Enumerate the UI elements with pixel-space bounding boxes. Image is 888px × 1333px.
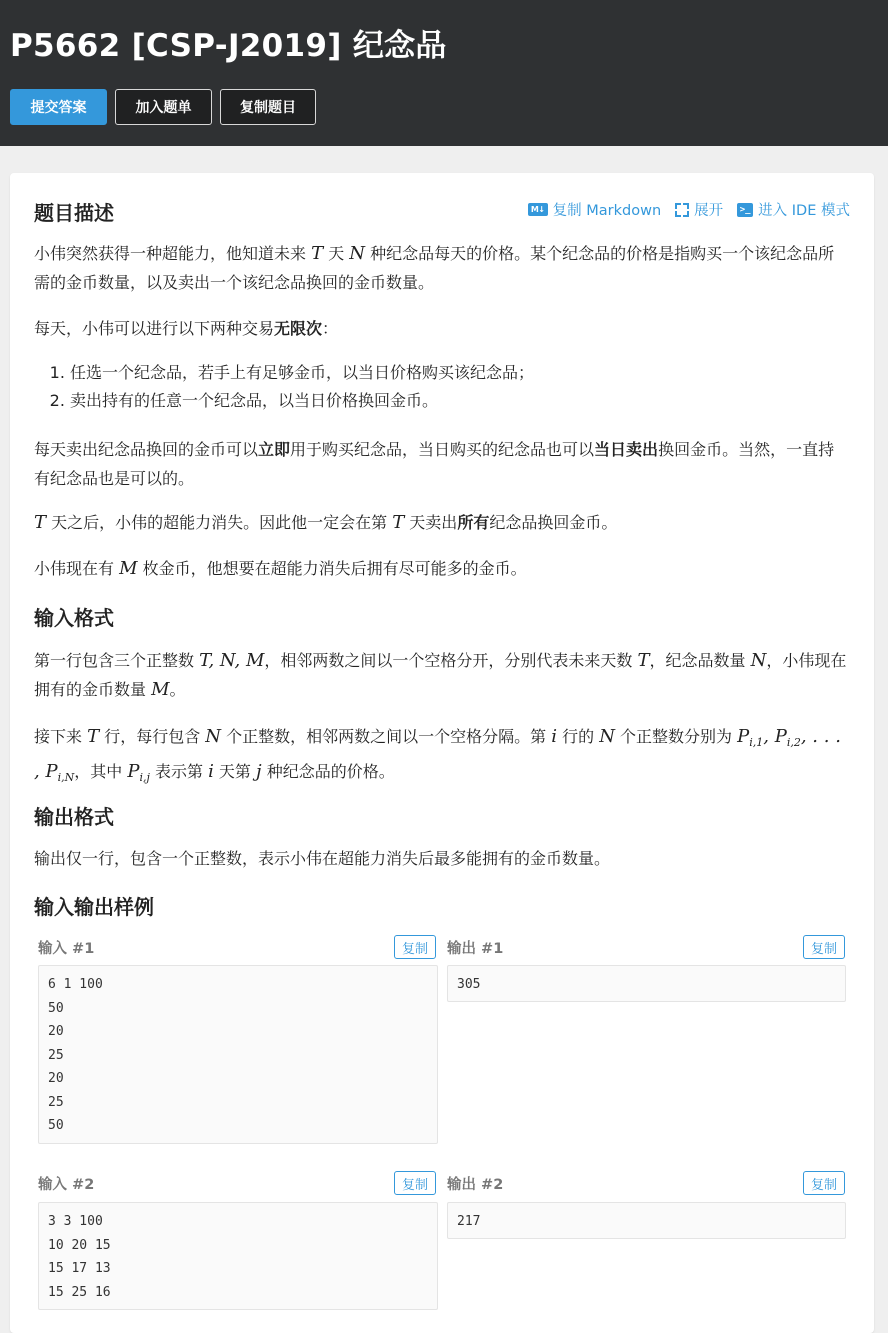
copy-sample-output-button[interactable]: 复制	[803, 1171, 845, 1195]
markdown-icon: M↓	[528, 203, 548, 216]
output-format-paragraph: 输出仅一行，包含一个正整数，表示小伟在超能力消失后最多能拥有的金币数量。	[34, 849, 611, 868]
list-item: 2. 卖出持有的任意一个纪念品，以当日价格换回金币。	[70, 387, 850, 415]
action-buttons	[10, 89, 316, 125]
description-paragraph-4: T 天之后，小伟的超能力消失。因此他一定会在第 T 天卖出所有纪念品换回金币。	[34, 512, 618, 533]
sample-output-code[interactable]: 217	[447, 1202, 846, 1239]
copy-markdown-button[interactable]	[528, 199, 662, 220]
problem-card	[10, 173, 874, 1333]
terminal-icon: >_	[737, 203, 753, 217]
expand-icon	[675, 203, 689, 217]
sample-output-code[interactable]: 305	[447, 965, 846, 1002]
copy-sample-output-button[interactable]: 复制	[803, 935, 845, 959]
copy-sample-input-button[interactable]: 复制	[394, 1171, 436, 1195]
trade-rules-list	[34, 359, 850, 415]
description-paragraph-3: 每天卖出纪念品换回的金币可以立即用于购买纪念品，当日购买的纪念品也可以当日卖出换回金币。当然，一直持有纪念品也是可以的。	[34, 440, 835, 488]
description-paragraph-5: 小伟现在有 M 枚金币，他想要在超能力消失后拥有尽可能多的金币。	[34, 558, 527, 579]
section-heading-output-format: 输出格式	[34, 805, 114, 829]
section-heading-samples: 输入输出样例	[34, 895, 154, 919]
add-to-list-button[interactable]: 加入题单	[115, 89, 212, 125]
section-heading-input-format: 输入格式	[34, 606, 114, 630]
copy-sample-input-button[interactable]: 复制	[394, 935, 436, 959]
sample-output-label: 输出 #1	[447, 941, 504, 957]
problem-title: P5662 [CSP-J2019] 纪念品	[10, 28, 447, 64]
input-format-paragraph-2: 接下来 T 行，每行包含 N 个正整数，相邻两数之间以一个空格分隔。第 i 行的 N 个正整数分别为 $P_{i,1}$, $P_{i,2}$, . . . , $P_{i,N}$，其中 $P_{i,j}$ 表示第 i 天第 j 种纪念品的价格。	[34, 726, 841, 784]
sample-output-label: 输出 #2	[447, 1177, 504, 1193]
sample-input-label: 输入 #1	[38, 941, 95, 957]
section-heading-description: 题目描述	[34, 201, 114, 225]
list-item: 1. 任选一个纪念品，若手上有足够金币，以当日价格购买该纪念品；	[70, 359, 850, 387]
problem-header	[0, 0, 888, 146]
copy-problem-button[interactable]: 复制题目	[220, 89, 316, 125]
problem-toolbar	[528, 199, 850, 220]
sample-input-code[interactable]: 6 1 100 50 20 25 20 25 50	[38, 965, 438, 1144]
expand-button[interactable]	[675, 199, 723, 220]
expand-label: 展开	[694, 203, 724, 219]
sample-input-code[interactable]: 3 3 100 10 20 15 15 17 13 15 25 16	[38, 1202, 438, 1310]
copy-markdown-label: 复制 Markdown	[552, 203, 662, 219]
ide-mode-button[interactable]	[737, 199, 850, 220]
description-paragraph-2: 每天，小伟可以进行以下两种交易无限次：	[34, 319, 339, 338]
sample-input-label: 输入 #2	[38, 1177, 95, 1193]
input-format-paragraph-1: 第一行包含三个正整数 T, N, M，相邻两数之间以一个空格分开，分别代表未来天数 T，纪念品数量 N，小伟现在拥有的金币数量 M。	[34, 650, 847, 700]
ide-mode-label: 进入 IDE 模式	[758, 203, 850, 219]
description-paragraph-1: 小伟突然获得一种超能力，他知道未来 T 天 N 种纪念品每天的价格。某个纪念品的价格是指购买一个该纪念品所需的金币数量，以及卖出一个该纪念品换回的金币数量。	[34, 243, 835, 292]
submit-button[interactable]: 提交答案	[10, 89, 107, 125]
